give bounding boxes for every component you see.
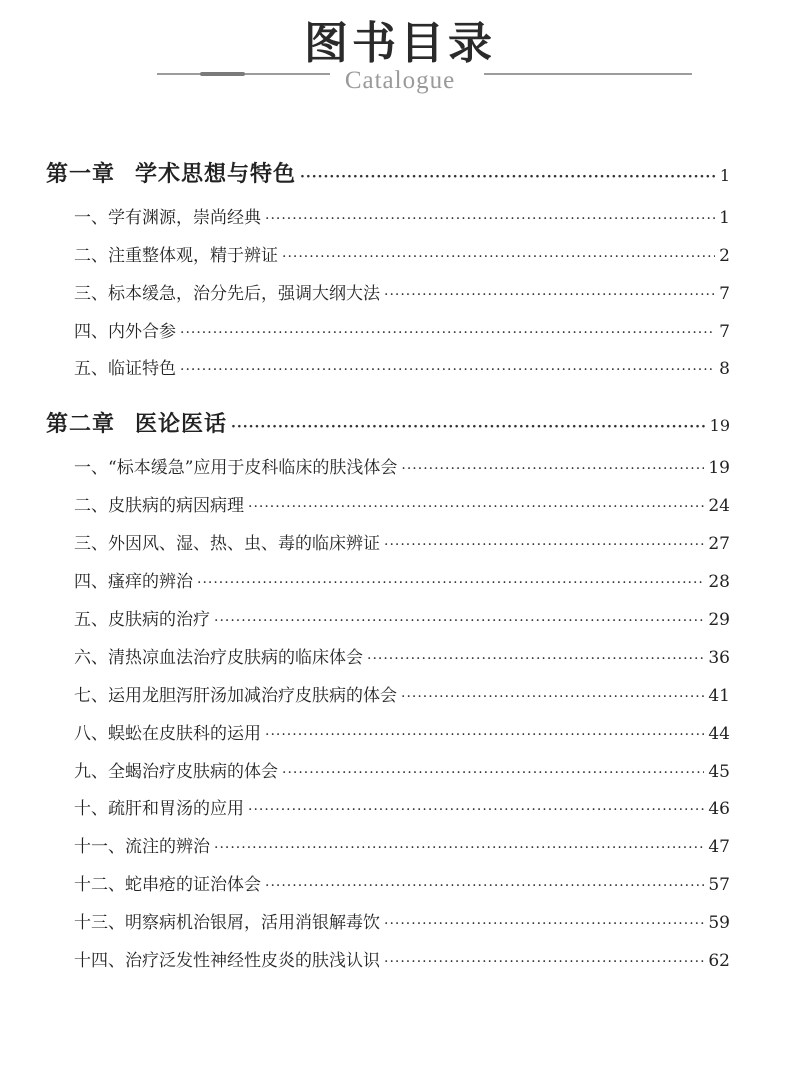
dot-leader [282, 765, 704, 781]
entry-page-number: 27 [708, 534, 730, 554]
entry-page-number: 7 [719, 322, 730, 342]
dot-leader [401, 689, 704, 705]
entry-title: 十一、流注的辨治 [74, 837, 210, 857]
entry-page-number: 57 [708, 875, 730, 895]
entry-page-number: 7 [719, 284, 730, 304]
chapter-number: 第二章 [46, 411, 116, 437]
dot-leader [214, 613, 704, 629]
entry-page-number: 59 [708, 913, 730, 933]
entry-page-number: 45 [708, 762, 730, 782]
dot-leader [265, 727, 704, 743]
entry-title: 一、“标本缓急”应用于皮科临床的肤浅体会 [74, 458, 398, 478]
entry-title: 四、内外合参 [74, 322, 176, 342]
dot-leader [367, 651, 704, 667]
toc-entry[interactable] [74, 491, 730, 516]
toc-entry[interactable] [74, 719, 730, 744]
entry-title: 十四、治疗泛发性神经性皮炎的肤浅认识 [74, 951, 380, 971]
dot-leader [265, 878, 704, 894]
chapter-title: 学术思想与特色 [135, 161, 297, 187]
entry-page-number: 2 [719, 246, 730, 266]
entry-page-number: 28 [708, 572, 730, 592]
entry-page-number: 36 [708, 648, 730, 668]
catalogue-header [0, 0, 800, 110]
chapter-page-number: 19 [709, 416, 730, 435]
entry-title: 八、蜈蚣在皮肤科的运用 [74, 724, 261, 744]
dot-leader [248, 499, 704, 515]
page-subtitle: Catalogue [344, 67, 456, 94]
dot-leader [197, 575, 704, 591]
entry-page-number: 41 [708, 686, 730, 706]
toc-entry[interactable] [74, 757, 730, 782]
dot-leader [384, 537, 704, 553]
toc-entry[interactable] [74, 529, 730, 554]
chapter-label [46, 407, 227, 438]
entry-title: 九、全蝎治疗皮肤病的体会 [74, 762, 278, 782]
dot-leader [384, 916, 704, 932]
dot-leader [231, 419, 706, 435]
entry-page-number: 24 [708, 496, 730, 516]
entry-page-number: 62 [708, 951, 730, 971]
toc-entry[interactable] [74, 794, 730, 819]
entry-title: 六、清热凉血法治疗皮肤病的临床体会 [74, 648, 363, 668]
toc-entry[interactable] [74, 241, 730, 266]
page-title: 图书目录 [304, 18, 496, 69]
entry-title: 七、运用龙胆泻肝汤加减治疗皮肤病的体会 [74, 686, 397, 706]
dot-leader [180, 325, 715, 341]
dot-leader [384, 287, 715, 303]
toc-entry[interactable] [74, 605, 730, 630]
toc-entry[interactable] [74, 832, 730, 857]
toc-entry[interactable] [74, 870, 730, 895]
entry-page-number: 8 [719, 359, 730, 379]
toc-entry[interactable] [74, 643, 730, 668]
dot-leader [265, 211, 715, 227]
toc-entry[interactable] [74, 908, 730, 933]
entry-title: 三、标本缓急，治分先后，强调大纲大法 [74, 284, 380, 304]
toc-entry[interactable] [74, 317, 730, 342]
entry-page-number: 44 [708, 724, 730, 744]
toc-entry[interactable] [74, 567, 730, 592]
entry-page-number: 46 [708, 799, 730, 819]
toc-chapter-2[interactable] [46, 407, 730, 438]
entry-title: 五、皮肤病的治疗 [74, 610, 210, 630]
entry-title: 二、注重整体观，精于辨证 [74, 246, 278, 266]
dot-leader [282, 249, 715, 265]
entry-page-number: 29 [708, 610, 730, 630]
toc-entry[interactable] [74, 279, 730, 304]
entry-page-number: 47 [708, 837, 730, 857]
chapter-number: 第一章 [46, 161, 116, 187]
entry-title: 十、疏肝和胃汤的应用 [74, 799, 244, 819]
dot-leader [384, 954, 704, 970]
entry-title: 四、瘙痒的辨治 [74, 572, 193, 592]
toc-entry[interactable] [74, 354, 730, 379]
entry-page-number: 1 [719, 208, 730, 228]
dot-leader [401, 461, 704, 477]
chapter-title: 医论医话 [135, 411, 228, 437]
dot-leader [248, 802, 704, 818]
toc-entry[interactable] [74, 203, 730, 228]
entry-title: 三、外因风、湿、热、虫、毒的临床辨证 [74, 534, 380, 554]
entry-page-number: 19 [708, 458, 730, 478]
chapter-page-number: 1 [719, 166, 730, 185]
toc-chapter-1[interactable] [46, 157, 730, 188]
entry-title: 十三、明察病机治银屑，活用消银解毒饮 [74, 913, 380, 933]
dot-leader [214, 840, 704, 856]
dot-leader [180, 362, 715, 378]
toc-entry[interactable] [74, 946, 730, 971]
chapter-label [46, 157, 296, 188]
dot-leader [300, 169, 716, 185]
toc-entry[interactable] [74, 453, 730, 478]
entry-title: 一、学有渊源，崇尚经典 [74, 208, 261, 228]
entry-title: 十二、蛇串疮的证治体会 [74, 875, 261, 895]
entry-title: 二、皮肤病的病因病理 [74, 496, 244, 516]
entry-title: 五、临证特色 [74, 359, 176, 379]
toc-entry[interactable] [74, 681, 730, 706]
